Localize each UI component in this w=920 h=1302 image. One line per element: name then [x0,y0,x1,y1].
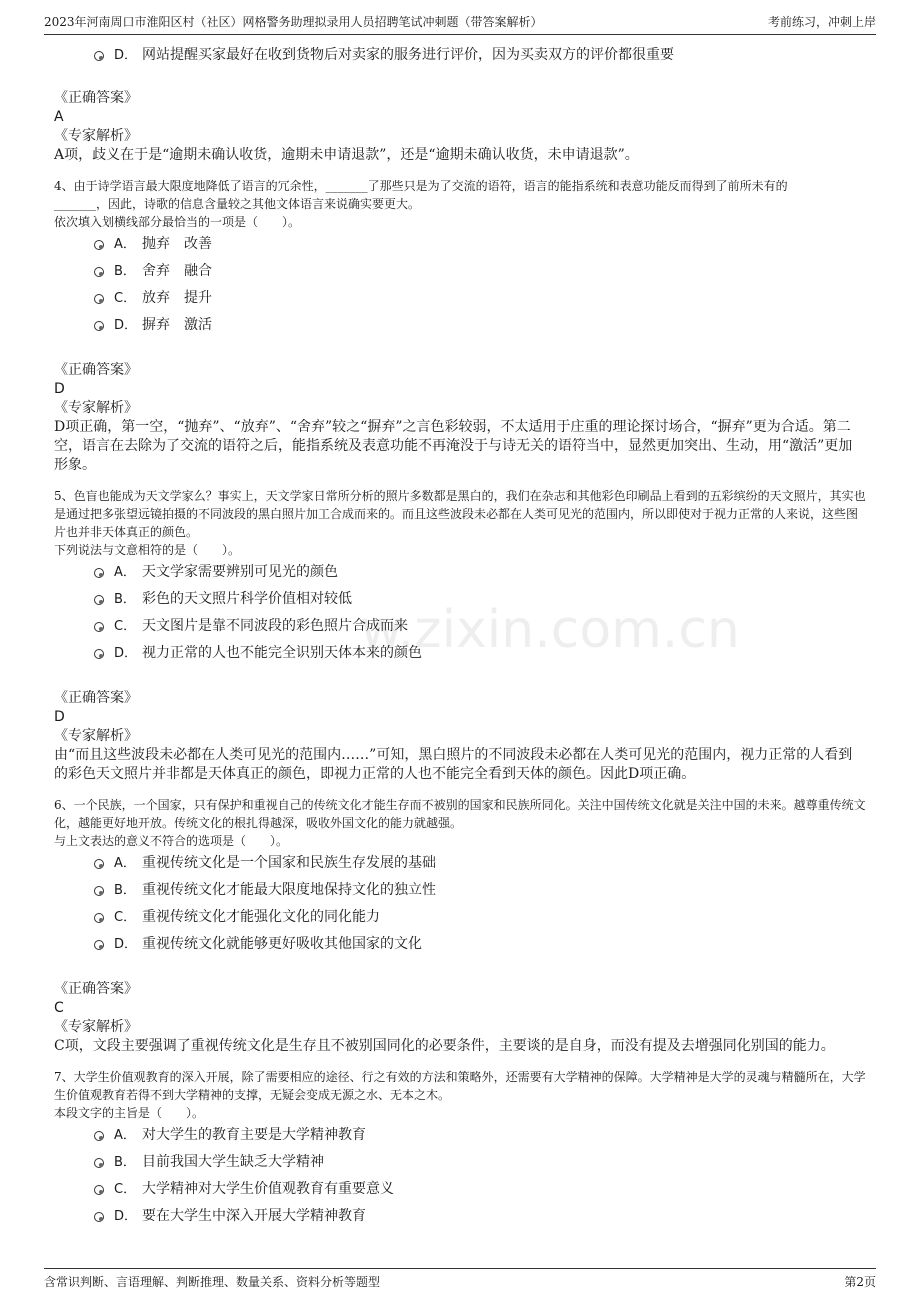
q3-option-d[interactable] [54,42,866,69]
option-letter: A． [114,565,136,580]
q4-stem-line-1: 4、由于诗学语言最大限度地降低了语言的冗余性，_______了那些只是为了交流的语符，语言的能指系统和表意功能反而得到了前所未有的 [54,179,788,193]
radio-icon[interactable] [94,294,104,304]
radio-icon[interactable] [94,1212,104,1222]
q5-stem: 5、色盲也能成为天文学家么？事实上，天文学家日常所分析的照片多数都是黑白的，我们在杂志和其他彩色印刷品上看到的五彩缤纷的天文照片，其实也是通过把多张望远镜拍摄的不同波段的黑白照片加工合成而来的。而且这些波段未必都在人类可见光的范围内，所以即使对于视力正常的人来说，这些图片也并非天体真正的颜色。 [54,489,866,539]
header-slogan: 考前练习，冲刺上岸 [767,15,876,29]
radio-icon[interactable] [94,622,104,632]
q6-prompt: 与上文表达的意义不符合的选项是（ ）。 [54,834,289,848]
option-letter: D． [114,318,138,333]
page-content [54,42,866,1230]
option-text: 网站提醒买家最好在收到货物后对卖家的服务进行评价，因为买卖双方的评价都很重要 [142,47,674,63]
q3-analysis-label: 《专家解析》 [54,128,138,144]
radio-icon[interactable] [94,940,104,950]
page-number: 第2页 [844,1275,876,1289]
q7-option-d[interactable] [54,1203,866,1230]
q4-answer-label: 《正确答案》 [54,362,138,378]
option-letter: B． [114,264,136,279]
radio-icon[interactable] [94,886,104,896]
radio-icon[interactable] [94,1185,104,1195]
q7-option-b[interactable] [54,1149,866,1176]
radio-icon[interactable] [94,1131,104,1141]
option-text: 抛弃 改善 [142,236,212,252]
option-letter: D． [114,48,138,63]
q6-analysis: C项，文段主要强调了重视传统文化是生存且不被别国同化的必要条件，主要谈的是自身，而没有提及去增强同化别国的能力。 [54,1038,835,1054]
option-letter: B． [114,592,136,607]
q5-answer: D [54,709,65,725]
radio-icon[interactable] [94,568,104,578]
q4-answer: D [54,381,65,397]
q5-option-c[interactable] [54,613,866,640]
option-text: 放弃 提升 [142,290,212,306]
radio-icon[interactable] [94,595,104,605]
option-text: 彩色的天文照片科学价值相对较低 [142,591,352,607]
radio-icon[interactable] [94,240,104,250]
radio-icon[interactable] [94,913,104,923]
q5-option-a[interactable] [54,559,866,586]
option-letter: B． [114,883,136,898]
option-letter: C． [114,291,137,306]
q3-answer: A [54,109,64,125]
option-letter: D． [114,646,138,661]
option-text: 视力正常的人也不能完全识别天体本来的颜色 [142,645,422,661]
q4-option-d[interactable] [54,312,866,339]
radio-icon[interactable] [94,51,104,61]
option-text: 舍弃 融合 [142,263,212,279]
option-text: 摒弃 激活 [142,317,212,333]
option-text: 天文学家需要辨别可见光的颜色 [142,564,338,580]
q5-option-d[interactable] [54,640,866,667]
radio-icon[interactable] [94,859,104,869]
q4-stem [54,177,866,213]
q5-analysis: 由“而且这些波段未必都在人类可见光的范围内……”可知，黑白照片的不同波段未必都在人类可见光的范围内，视力正常的人看到的彩色天文照片并非都是天体真正的颜色，即视力正常的人也不能完全看到天体的颜色。因此D项正确。 [54,747,853,782]
q6-analysis-label: 《专家解析》 [54,1019,138,1035]
q4-prompt: 依次填入划横线部分最恰当的一项是（ ）。 [54,215,301,229]
option-letter: D． [114,937,138,952]
option-text: 重视传统文化就能够更好吸收其他国家的文化 [142,936,422,952]
q6-option-b[interactable] [54,877,866,904]
q4-option-a[interactable] [54,231,866,258]
q7-option-a[interactable] [54,1122,866,1149]
watermark: w.zixin.com.cn [360,600,740,660]
q4-option-c[interactable] [54,285,866,312]
q6-option-a[interactable] [54,850,866,877]
option-text: 天文图片是靠不同波段的彩色照片合成而来 [142,618,408,634]
q5-option-b[interactable] [54,586,866,613]
option-letter: A． [114,856,136,871]
option-text: 目前我国大学生缺乏大学精神 [142,1154,324,1170]
q7-prompt: 本段文字的主旨是（ ）。 [54,1106,205,1120]
option-letter: C． [114,619,137,634]
option-text: 大学精神对大学生价值观教育有重要意义 [142,1181,394,1197]
q5-answer-label: 《正确答案》 [54,690,138,706]
q4-analysis: D项正确，第一空，“抛弃”、“放弃”、“舍弃”较之“摒弃”之言色彩较弱，不太适用于庄重的理论探讨场合，“摒弃”更为合适。第二空，语言在去除为了交流的语符之后，能指系统及表意功能不再淹没于与诗无关的语符当中，显然更加突出、生动，用“激活”更加形象。 [54,419,853,473]
radio-icon[interactable] [94,267,104,277]
option-letter: C． [114,910,137,925]
footer-note: 含常识判断、言语理解、判断推理、数量关系、资料分析等题型 [44,1275,381,1289]
q7-stem: 7、大学生价值观教育的深入开展，除了需要相应的途径、行之有效的方法和策略外，还需要有大学精神的保障。大学精神是大学的灵魂与精髓所在，大学生价值观教育若得不到大学精神的支撑，无疑会变成无源之水、无本之木。 [54,1070,866,1102]
option-text: 重视传统文化才能最大限度地保持文化的独立性 [142,882,436,898]
option-letter: A． [114,1128,136,1143]
page-footer [44,1268,876,1293]
page-header [44,10,876,35]
q6-answer-label: 《正确答案》 [54,981,138,997]
radio-icon[interactable] [94,1158,104,1168]
q5-analysis-label: 《专家解析》 [54,728,138,744]
q3-analysis: A项，歧义在于是“逾期未确认收货，逾期未申请退款”，还是“逾期未确认收货，未申请退款”。 [54,147,639,163]
option-letter: D． [114,1209,138,1224]
q6-answer: C [54,1000,64,1016]
option-letter: A． [114,237,136,252]
radio-icon[interactable] [94,649,104,659]
q4-option-b[interactable] [54,258,866,285]
option-letter: C． [114,1182,137,1197]
q6-stem: 6、一个民族，一个国家，只有保护和重视自己的传统文化才能生存而不被别的国家和民族所同化。关注中国传统文化就是关注中国的未来。越尊重传统文化，越能更好地开放。传统文化的根扎得越深，吸收外国文化的能力就越强。 [54,798,866,830]
q5-prompt: 下列说法与文意相符的是（ ）。 [54,543,241,557]
option-text: 对大学生的教育主要是大学精神教育 [142,1127,366,1143]
q4-stem-line-2: _______，因此，诗歌的信息含量较之其他文体语言来说确实要更大。 [54,197,421,211]
option-text: 重视传统文化是一个国家和民族生存发展的基础 [142,855,436,871]
q6-option-c[interactable] [54,904,866,931]
q6-option-d[interactable] [54,931,866,958]
radio-icon[interactable] [94,321,104,331]
option-letter: B． [114,1155,136,1170]
option-text: 要在大学生中深入开展大学精神教育 [142,1208,366,1224]
document-title: 2023年河南周口市淮阳区村（社区）网格警务助理拟录用人员招聘笔试冲刺题（带答案解析） [44,15,543,29]
q4-analysis-label: 《专家解析》 [54,400,138,416]
q7-option-c[interactable] [54,1176,866,1203]
option-text: 重视传统文化才能强化文化的同化能力 [142,909,380,925]
q3-answer-label: 《正确答案》 [54,90,138,106]
